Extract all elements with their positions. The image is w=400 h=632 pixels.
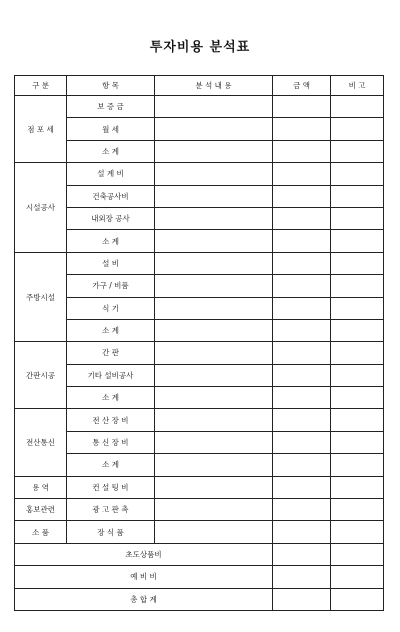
header-category: 구 분 <box>15 76 67 96</box>
item-cell: 간 판 <box>67 342 155 364</box>
analysis-cell <box>155 342 273 364</box>
remarks-cell <box>331 409 384 431</box>
remarks-cell <box>331 566 384 588</box>
remarks-cell <box>331 342 384 364</box>
summary-row <box>15 543 384 565</box>
item-cell: 식 기 <box>67 297 155 319</box>
item-cell: 소 계 <box>67 387 155 409</box>
analysis-cell <box>155 431 273 453</box>
header-amount: 금 액 <box>273 76 331 96</box>
amount-cell <box>273 387 331 409</box>
category-cell: 홍보관련 <box>15 499 67 521</box>
investment-cost-table <box>14 75 384 611</box>
remarks-cell <box>331 521 384 543</box>
item-cell: 전 산 장 비 <box>67 409 155 431</box>
table-row <box>15 207 384 229</box>
table-row <box>15 454 384 476</box>
remarks-cell <box>331 230 384 252</box>
item-cell: 설 계 비 <box>67 163 155 185</box>
table-row <box>15 409 384 431</box>
table-row <box>15 252 384 274</box>
table-row <box>15 431 384 453</box>
item-cell: 소 계 <box>67 454 155 476</box>
category-cell: 시설공사 <box>15 163 67 253</box>
analysis-cell <box>155 521 273 543</box>
analysis-cell <box>155 499 273 521</box>
summary-label-cell: 총 합 계 <box>15 588 273 610</box>
summary-label-cell: 초도상품비 <box>15 543 273 565</box>
item-cell: 통 신 장 비 <box>67 431 155 453</box>
analysis-cell <box>155 252 273 274</box>
table-row <box>15 499 384 521</box>
analysis-cell <box>155 409 273 431</box>
item-cell: 보 증 금 <box>67 96 155 118</box>
table-row <box>15 364 384 386</box>
table-row <box>15 319 384 341</box>
amount-cell <box>273 454 331 476</box>
analysis-cell <box>155 207 273 229</box>
header-analysis: 분 석 내 용 <box>155 76 273 96</box>
item-cell: 설 비 <box>67 252 155 274</box>
remarks-cell <box>331 118 384 140</box>
category-cell: 전산통신 <box>15 409 67 476</box>
amount-cell <box>273 521 331 543</box>
item-cell: 기타 설비공사 <box>67 364 155 386</box>
item-cell: 가구 / 비품 <box>67 275 155 297</box>
item-cell: 소 계 <box>67 230 155 252</box>
item-cell: 광 고 판 촉 <box>67 499 155 521</box>
item-cell: 장 식 품 <box>67 521 155 543</box>
table-row <box>15 230 384 252</box>
summary-label-cell: 예 비 비 <box>15 566 273 588</box>
analysis-cell <box>155 163 273 185</box>
category-cell: 용 역 <box>15 476 67 498</box>
remarks-cell <box>331 476 384 498</box>
remarks-cell <box>331 319 384 341</box>
remarks-cell <box>331 185 384 207</box>
table-row <box>15 476 384 498</box>
page-title: 투자비용 분석표 <box>149 40 251 55</box>
item-cell: 소 계 <box>67 140 155 162</box>
table-row <box>15 163 384 185</box>
amount-cell <box>273 476 331 498</box>
remarks-cell <box>331 140 384 162</box>
item-cell: 소 계 <box>67 319 155 341</box>
analysis-cell <box>155 297 273 319</box>
table-row <box>15 140 384 162</box>
table-row <box>15 521 384 543</box>
amount-cell <box>273 543 331 565</box>
remarks-cell <box>331 364 384 386</box>
amount-cell <box>273 319 331 341</box>
remarks-cell <box>331 163 384 185</box>
category-cell: 소 품 <box>15 521 67 543</box>
analysis-cell <box>155 185 273 207</box>
analysis-cell <box>155 275 273 297</box>
amount-cell <box>273 275 331 297</box>
amount-cell <box>273 207 331 229</box>
analysis-cell <box>155 387 273 409</box>
category-cell: 간판시공 <box>15 342 67 409</box>
amount-cell <box>273 364 331 386</box>
analysis-cell <box>155 230 273 252</box>
analysis-cell <box>155 118 273 140</box>
analysis-cell <box>155 96 273 118</box>
table-header-row <box>15 76 384 96</box>
amount-cell <box>273 96 331 118</box>
amount-cell <box>273 588 331 610</box>
analysis-cell <box>155 319 273 341</box>
remarks-cell <box>331 454 384 476</box>
remarks-cell <box>331 96 384 118</box>
remarks-cell <box>331 252 384 274</box>
amount-cell <box>273 185 331 207</box>
header-remarks: 비 고 <box>331 76 384 96</box>
remarks-cell <box>331 543 384 565</box>
table-row <box>15 387 384 409</box>
item-cell: 건축공사비 <box>67 185 155 207</box>
remarks-cell <box>331 275 384 297</box>
table-row <box>15 342 384 364</box>
amount-cell <box>273 252 331 274</box>
item-cell: 월 세 <box>67 118 155 140</box>
analysis-cell <box>155 476 273 498</box>
amount-cell <box>273 342 331 364</box>
category-cell: 점 포 세 <box>15 96 67 163</box>
table-row <box>15 118 384 140</box>
amount-cell <box>273 409 331 431</box>
category-cell: 주방시설 <box>15 252 67 342</box>
amount-cell <box>273 499 331 521</box>
amount-cell <box>273 118 331 140</box>
amount-cell <box>273 140 331 162</box>
remarks-cell <box>331 387 384 409</box>
amount-cell <box>273 431 331 453</box>
item-cell: 컨 설 팅 비 <box>67 476 155 498</box>
analysis-cell <box>155 140 273 162</box>
amount-cell <box>273 566 331 588</box>
analysis-cell <box>155 454 273 476</box>
summary-row <box>15 566 384 588</box>
table-row <box>15 275 384 297</box>
header-item: 항 목 <box>67 76 155 96</box>
remarks-cell <box>331 207 384 229</box>
amount-cell <box>273 163 331 185</box>
item-cell: 내외장 공사 <box>67 207 155 229</box>
analysis-cell <box>155 364 273 386</box>
table-row <box>15 185 384 207</box>
remarks-cell <box>331 499 384 521</box>
table-row <box>15 96 384 118</box>
remarks-cell <box>331 431 384 453</box>
amount-cell <box>273 297 331 319</box>
table-row <box>15 297 384 319</box>
summary-row <box>15 588 384 610</box>
remarks-cell <box>331 588 384 610</box>
amount-cell <box>273 230 331 252</box>
remarks-cell <box>331 297 384 319</box>
